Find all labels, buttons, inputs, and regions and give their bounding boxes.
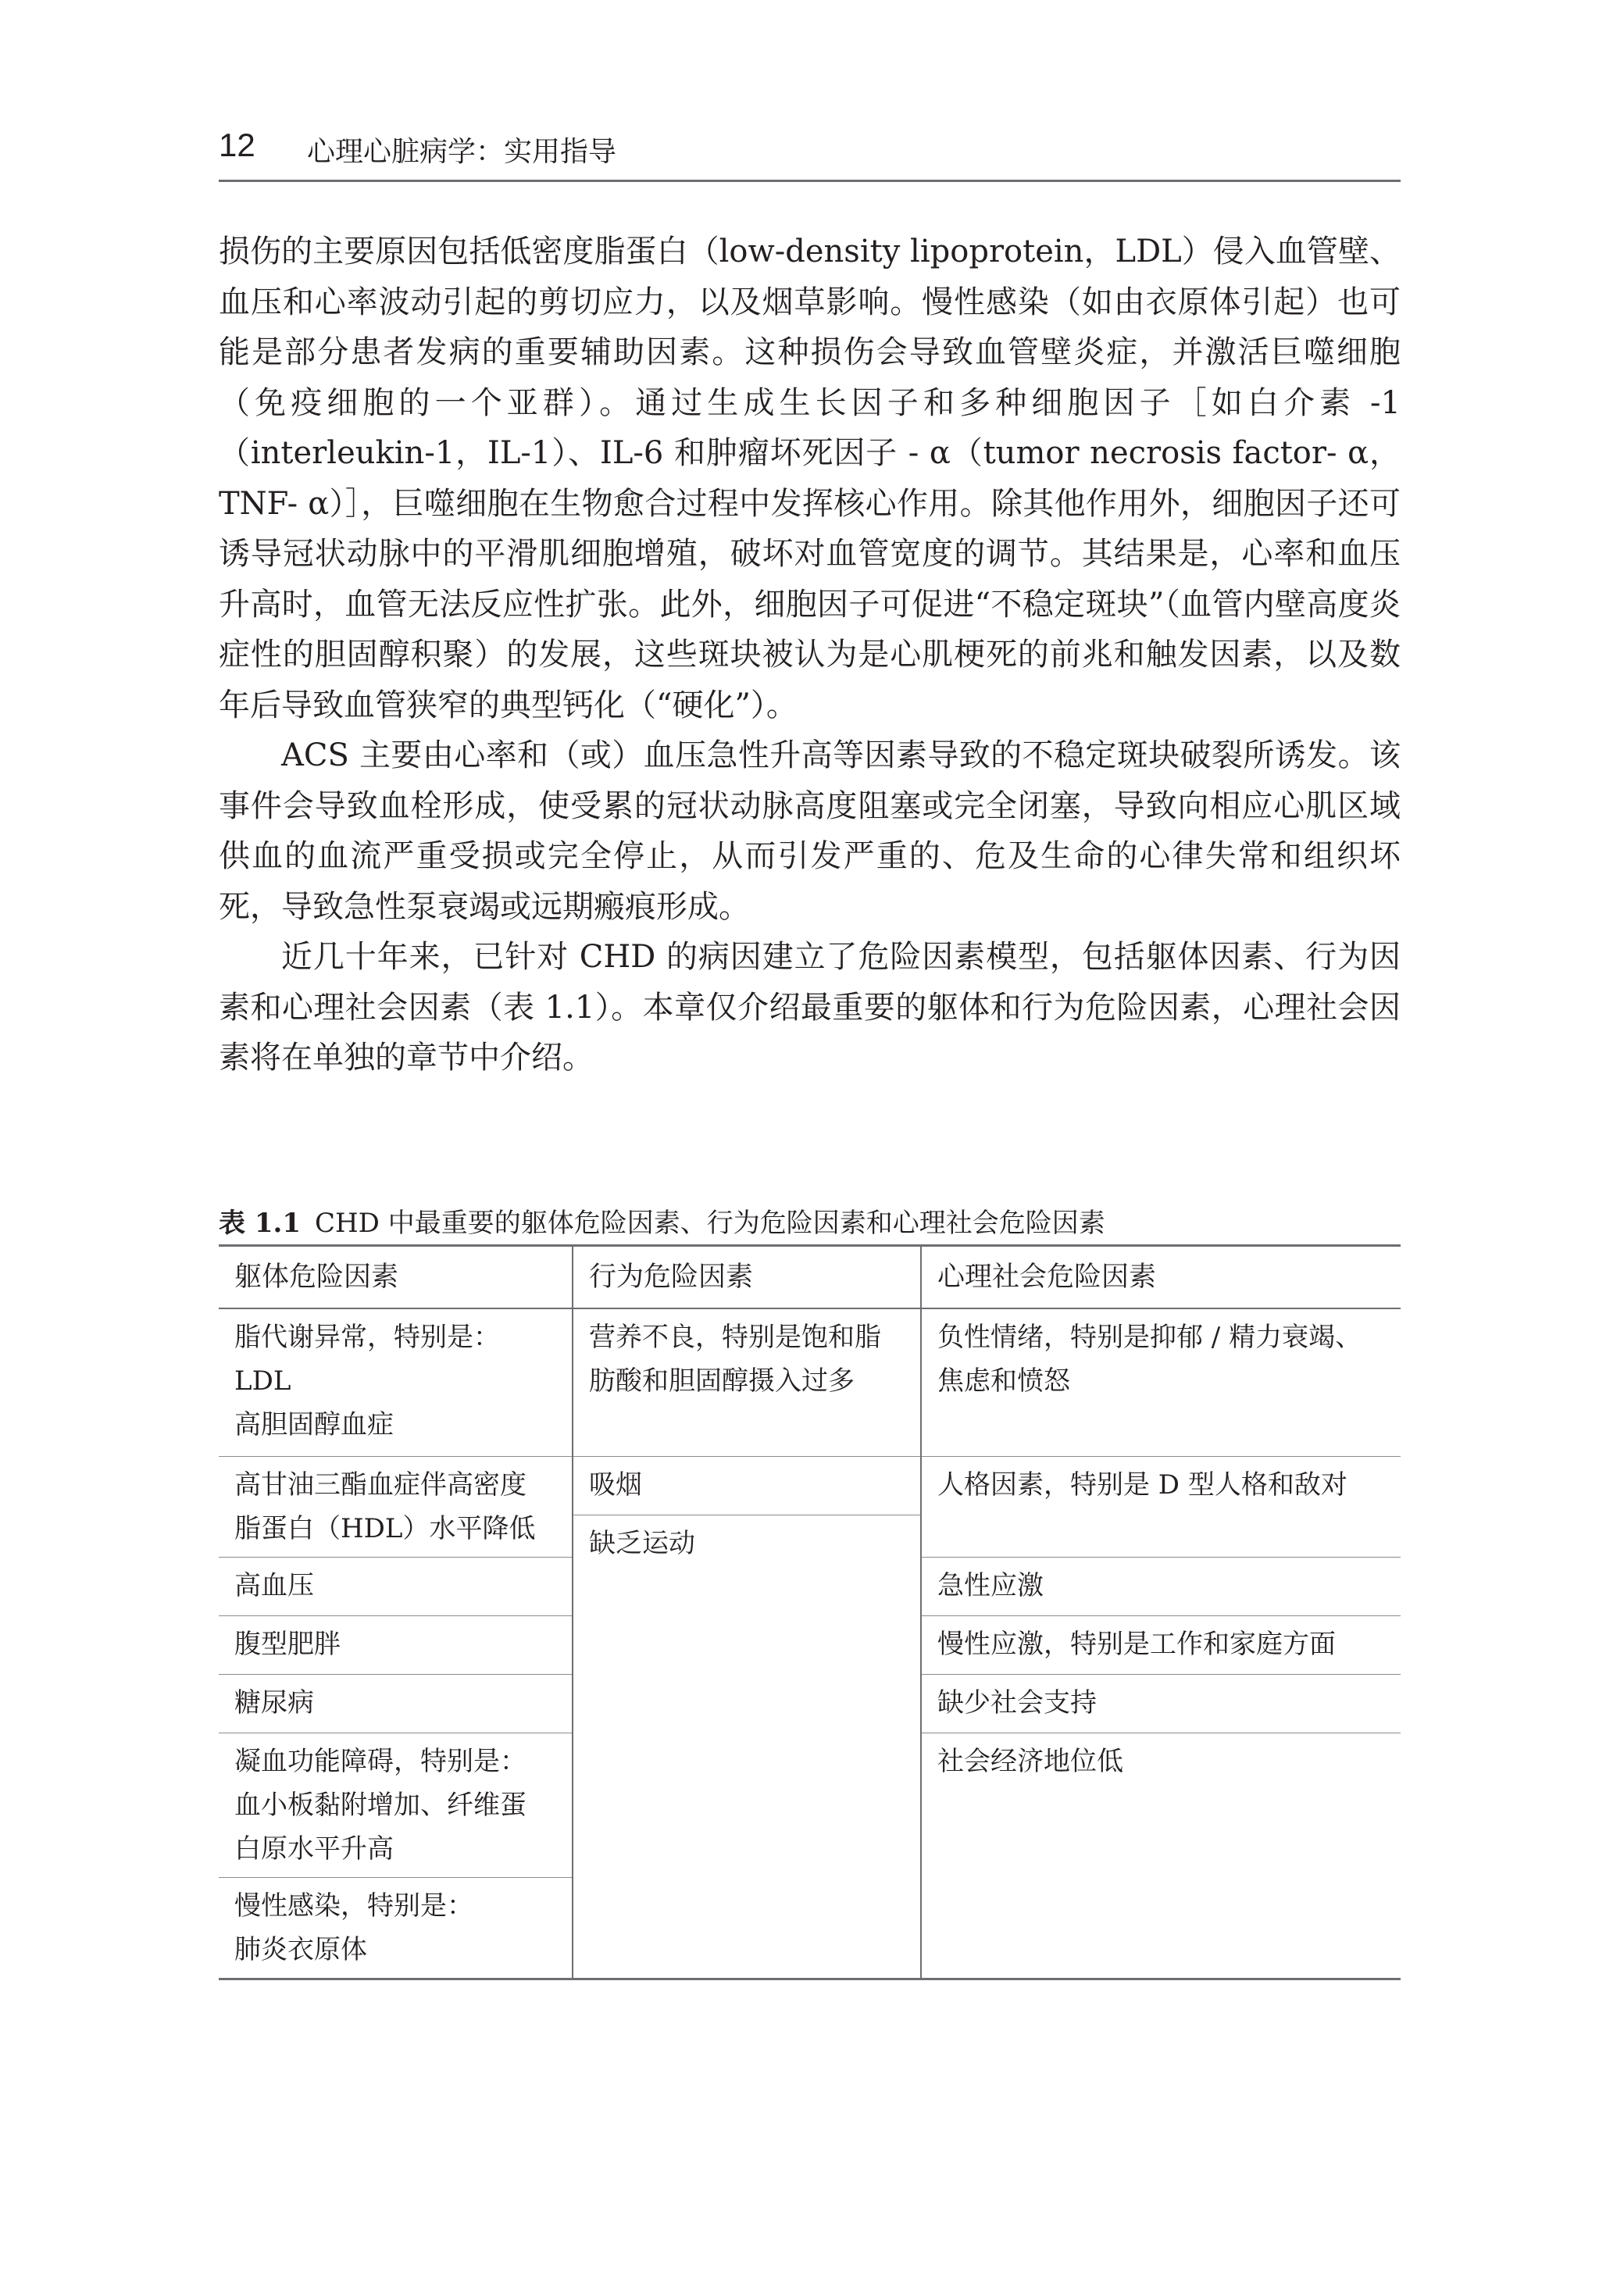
cell-line: 缺少社会支持 <box>937 1687 1097 1719</box>
cell-line: 焦虑和愤怒 <box>937 1365 1070 1397</box>
cell-line: 凝血功能障碍，特别是： <box>234 1746 526 1777</box>
somatic-cell <box>219 1878 573 1979</box>
psychosocial-cell <box>921 1308 1401 1457</box>
cell-line: LDL <box>234 1365 291 1397</box>
somatic-cell <box>219 1558 573 1616</box>
psychosocial-cell <box>921 1733 1401 1979</box>
table-header-row <box>219 1246 1401 1309</box>
behavioral-cell <box>573 1457 921 1515</box>
cell-line: 高胆固醇血症 <box>234 1409 394 1440</box>
somatic-cell <box>219 1733 573 1878</box>
paragraph-2: ACS 主要由心率和（或）血压急性升高等因素导致的不稳定斑块破裂所诱发。该事件会导致血栓形成，使受累的冠状动脉高度阻塞或完全闭塞，导致向相应心肌区域供血的血流严重受损或完全停止，从而引发严重的、危及生命的心律失常和组织坏死，导致急性泵衰竭或远期瘢痕形成。 <box>219 737 1401 925</box>
table-caption-text: CHD 中最重要的躯体危险因素、行为危险因素和心理社会危险因素 <box>315 1208 1105 1239</box>
cell-line: 肺炎衣原体 <box>234 1934 367 1965</box>
cell-line: 脂代谢异常，特别是： <box>234 1322 500 1353</box>
table-caption <box>219 1201 1401 1240</box>
header-behavioral: 行为危险因素 <box>573 1246 921 1309</box>
somatic-cell <box>219 1675 573 1733</box>
table-caption-label: 表 1.1 <box>219 1208 301 1239</box>
body-text <box>219 227 1401 1083</box>
page-number: 12 <box>219 127 255 163</box>
table-row <box>219 1308 1401 1457</box>
risk-factor-table <box>219 1244 1401 1980</box>
running-header <box>219 125 1401 182</box>
cell-line: 吸烟 <box>589 1469 642 1501</box>
cell-line: 白原水平升高 <box>234 1833 394 1865</box>
header-somatic: 躯体危险因素 <box>219 1246 573 1309</box>
cell-line: 急性应激 <box>937 1570 1044 1601</box>
cell-line: 高血压 <box>234 1570 314 1601</box>
cell-line: 负性情绪，特别是抑郁 / 精力衰竭、 <box>937 1322 1362 1353</box>
cell-line: 高甘油三酯血症伴高密度 <box>234 1469 526 1501</box>
psychosocial-cell <box>921 1675 1401 1733</box>
somatic-cell <box>219 1616 573 1675</box>
table-row <box>219 1457 1401 1515</box>
cell-line: 血小板黏附增加、纤维蛋 <box>234 1790 526 1821</box>
cell-line: 人格因素，特别是 D 型人格和敌对 <box>937 1469 1347 1501</box>
cell-line: 社会经济地位低 <box>937 1746 1123 1777</box>
book-title: 心理心脏病学：实用指导 <box>307 136 617 168</box>
behavioral-cell <box>573 1308 921 1457</box>
somatic-cell <box>219 1457 573 1558</box>
cell-line: 营养不良，特别是饱和脂 <box>589 1322 881 1353</box>
paragraph-1: 损伤的主要原因包括低密度脂蛋白（low-density lipoprotein，LDL）侵入血管壁、血压和心率波动引起的剪切应力，以及烟草影响。慢性感染（如由衣原体引起）也可能是部分患者发病的重要辅助因素。这种损伤会导致血管壁炎症，并激活巨噬细胞（免疫细胞的一个亚群）。通过生成生长因子和多种细胞因子［如白介素 -1（interleukin-1，IL-1）、IL-6 和肿瘤坏死因子 - α（tumor necrosis factor- α，TNF- α）］，巨噬细胞在生物愈合过程中发挥核心作用。除其他作用外，细胞因子还可诱导冠状动脉中的平滑肌细胞增殖，破坏对血管宽度的调节。其结果是，心率和血压升高时，血管无法反应性扩张。此外，细胞因子可促进“不稳定斑块”（血管内壁高度炎症性的胆固醇积聚）的发展，这些斑块被认为是心肌梗死的前兆和触发因素，以及数年后导致血管狭窄的典型钙化（“硬化”）。 <box>219 234 1401 723</box>
cell-line: 缺乏运动 <box>589 1528 695 1559</box>
psychosocial-cell <box>921 1558 1401 1616</box>
psychosocial-cell <box>921 1457 1401 1558</box>
cell-line: 脂蛋白（HDL）水平降低 <box>234 1513 536 1544</box>
header-psychosocial: 心理社会危险因素 <box>921 1246 1401 1309</box>
cell-line: 腹型肥胖 <box>234 1629 341 1660</box>
behavioral-cell <box>573 1515 921 1979</box>
cell-line: 肪酸和胆固醇摄入过多 <box>589 1365 855 1397</box>
cell-line: 慢性感染，特别是： <box>234 1890 473 1922</box>
cell-line: 慢性应激，特别是工作和家庭方面 <box>937 1629 1336 1660</box>
paragraph-3: 近几十年来，已针对 CHD 的病因建立了危险因素模型，包括躯体因素、行为因素和心理社会因素（表 1.1）。本章仅介绍最重要的躯体和行为危险因素，心理社会因素将在单独的章节中介绍。 <box>219 939 1401 1076</box>
somatic-cell <box>219 1308 573 1457</box>
psychosocial-cell <box>921 1616 1401 1675</box>
cell-line: 糖尿病 <box>234 1687 314 1719</box>
